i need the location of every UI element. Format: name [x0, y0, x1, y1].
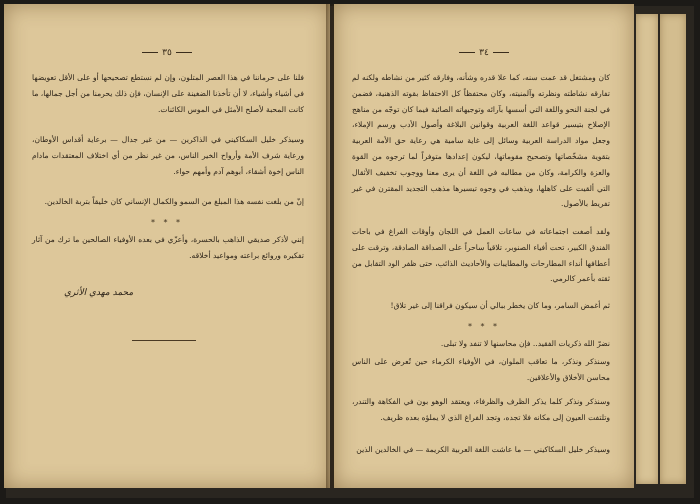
author-signature: محمد مهدي الأثري [64, 288, 134, 298]
right-paragraph-7: وسيذكر خليل السكاكيني — ما عاشت اللغة العربية الكريمة — في الخالدين الذين [356, 445, 610, 454]
right-page [334, 4, 634, 488]
right-paragraph-1: كان ومشتغل قد عمت سنه، كما علا قدره وشأنه، وفارقه كثير من نشاطه ولكنه لم تفارقه نشاطته ونظرته وآلمنيته، وكان محتفظاً كل الاحتفاظ بقوته الذهنية، فضمن في لجنة النحو واللغة التي أسسها بآرائه وتوجيهاته الصائبة فيما كان توجّه من مناهج الإصلاح بتيسير قواعد اللغة العربية وقوانين البلاغة وأصول الأدب ورسم الإملاء، وجعل مواد الدراسة العربية وسائل إلى غاية سامية هي رعاية حق الأمة العربية بتقوية مشخّصاتها وتصحيح مقوماتها، ليكون إعدادها متوفراً لما ترجوه من القوة والعزة والكرامة، وكان من مطالبه في اللغة أن يرى معنا ووجوب تخفيف الأثقال التي ألقيت على كاهلها، ويذهب في وجوه تيسيرها مذهب التجديد المقترن في غير تفريط بالأصول. [352, 73, 610, 209]
closing-rule [132, 340, 196, 341]
right-paragraph-5: وسنذكر ونذكر، ما تعاقب الملوان، في الأوفياء الكرماء حين تُعرض على الناس محاسن الأخلاق والأعلاقين. [352, 357, 610, 382]
left-page [4, 4, 330, 488]
page-edge-outer [660, 14, 686, 484]
section-divider-stars: * * * [467, 322, 501, 331]
section-divider-stars: * * * [150, 218, 184, 227]
left-paragraph-3: إنّ من بلغت نفسه هذا المبلغ من السمو والكمال الإنساني كان خليقاً بتربة الخالدين. [44, 197, 304, 206]
left-paragraph-1: فلنا على حرماننا في هذا العصر المتلون، وإن لم نستطع تصحيحها أو على الأقل تعويضها في أشياء وأشياء، لا أن تأخذنا الضغينة على الإنسان، فإن ذلك يحرمنا من أجل جمالها، ما كانت المحبة لأصلح الأمثل في الموس الكائنات. [32, 73, 304, 114]
left-paragraph-2: وسيذكر خليل السكاكيني في الذاكرين — من غير جدال — برعاية أقداس الأوطان، ورعاية شرف الأمة وأرواح الخير الناس، من غير نظر من أي اختلاف المعتقدات مادام الناس إخوة أشقاء، أبوهم آدم وأمهم حواء. [32, 135, 304, 176]
right-paragraph-3: ثم أغمض السامر، وما كان يخطر ببالي أن سيكون فراقنا إلى غير تلاق! [390, 301, 610, 310]
page-edge [636, 14, 658, 484]
left-page-number: ٣٥ [4, 48, 330, 58]
right-paragraph-2: ولقد أصغت اجتماعاته في ساعات العمل في اللجان وأوقات الفراغ في باحات الفندق الكبير، تحت أفياء الصنوبر، تلاقياً ساحراً على الصداقة الصادقة، وترقت على أعطافها أنداء المطارحات والمطايبات والأحاديث الذائب، حتى ظفر الود التقابل من ثقته بأعمر كالرمي. [352, 227, 610, 284]
left-paragraph-4: إنني لأذكر صديقي الذاهب بالحسرة، وأعزّي في بعده الأوفياء الصالحين ما ترك من آثار تفكيره وروائع براعته ومواعيد أخلاقه. [32, 235, 304, 260]
right-page-number: ٣٤ [334, 48, 634, 58]
right-paragraph-4: نضرّ الله ذكريات الفقيد.. فإن محاسنها لا تنفد ولا تبلى. [440, 339, 610, 348]
right-paragraph-6: وسنذكر ونذكر كلما يذكر الظرف والظرفاء، ويعتقد الوهو بون في الفكاهة والتندر، وتلتفت العيون إلى مكانه فلا تجده، وتجد الفراغ الذي لا يملؤه بعده ظريف. [352, 397, 610, 422]
